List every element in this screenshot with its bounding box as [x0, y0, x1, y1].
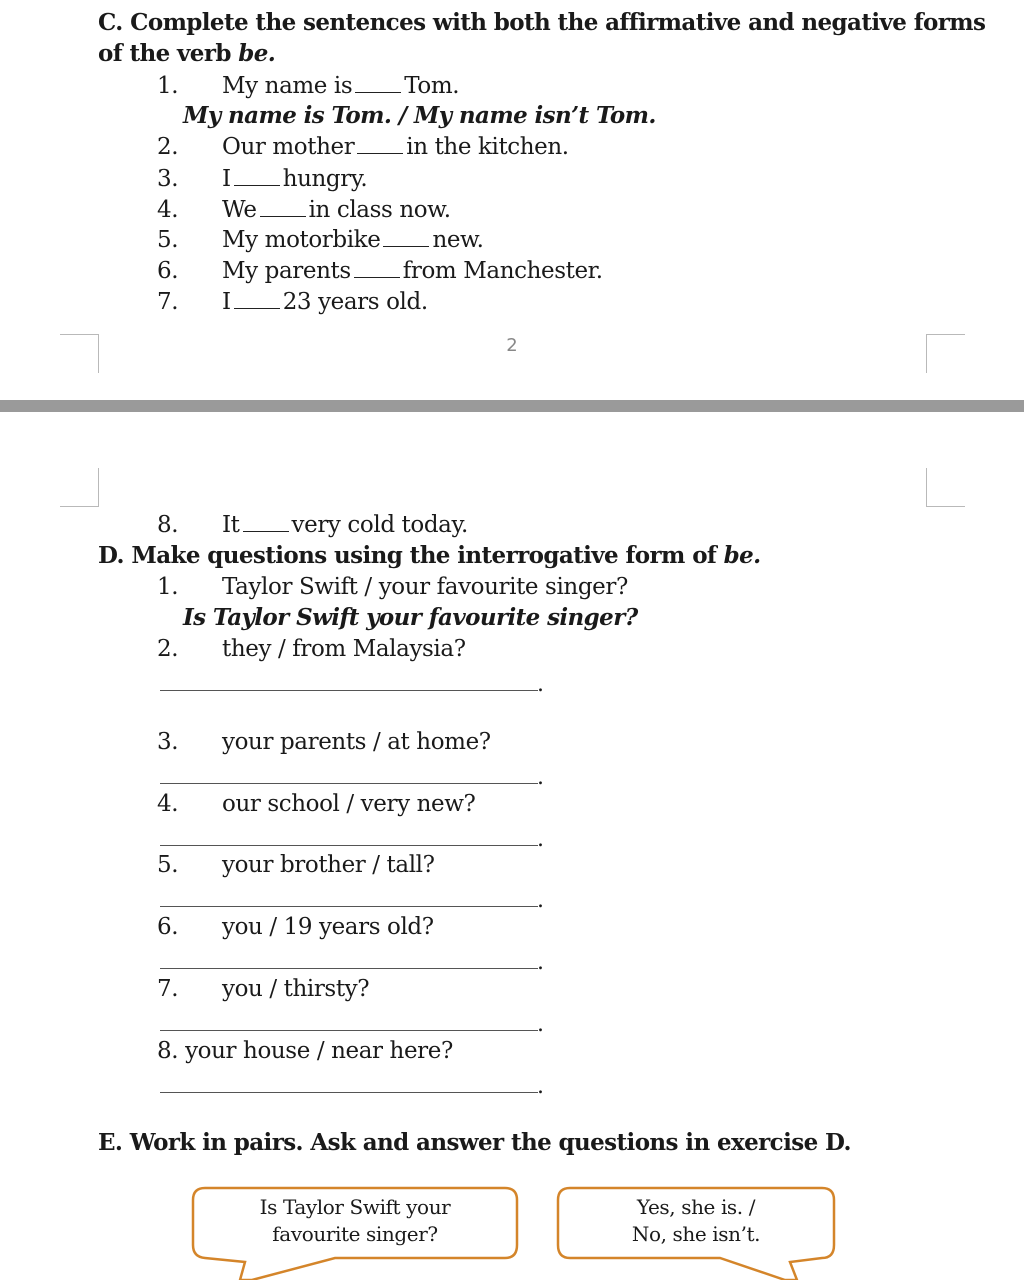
- sentence-before: We: [222, 197, 257, 223]
- item-number: 3.: [157, 166, 179, 192]
- question-prompt: they / from Malaysia?: [222, 636, 466, 662]
- item-number: 1.: [157, 574, 179, 600]
- item-number: 6.: [157, 258, 179, 284]
- item-number: 8.: [157, 1038, 179, 1064]
- verb-be: be.: [238, 40, 276, 67]
- bubble-right-line2: No, she isn’t.: [631, 1222, 761, 1246]
- item-number: 3.: [157, 729, 179, 755]
- question-prompt: you / thirsty?: [222, 976, 370, 1002]
- question-prompt: you / 19 years old?: [222, 914, 434, 940]
- sentence-before: It: [222, 512, 240, 538]
- item-number: 7.: [157, 289, 179, 315]
- sentence-before: I: [222, 166, 231, 192]
- sentence-after: new.: [432, 227, 484, 253]
- question-prompt: your brother / tall?: [222, 852, 435, 878]
- item-number: 6.: [157, 914, 179, 940]
- answer-line-end: .: [537, 765, 544, 790]
- sentence-after: from Manchester.: [402, 258, 603, 284]
- sentence-after: 23 years old.: [282, 289, 428, 315]
- sentence-after: in the kitchen.: [406, 134, 569, 160]
- sentence-before: I: [222, 289, 231, 315]
- bubble-left-line2: favourite singer?: [272, 1222, 438, 1246]
- section-c-heading-line1: C. Complete the sentences with both the affirmative and negative forms: [98, 9, 986, 36]
- question-prompt: your parents / at home?: [222, 729, 491, 755]
- item-number: 1.: [157, 73, 179, 99]
- question-prompt: your house / near here?: [185, 1038, 453, 1064]
- answer-line-end: .: [537, 672, 544, 697]
- sentence-after: in class now.: [308, 197, 451, 223]
- sentence-before: My motorbike: [222, 227, 381, 253]
- section-e-heading: E. Work in pairs. Ask and answer the questions in exercise D.: [98, 1129, 851, 1156]
- bubble-right-line1: Yes, she is. /: [636, 1195, 756, 1219]
- sentence-before: My name is: [222, 73, 353, 99]
- sentence-after: hungry.: [282, 166, 368, 192]
- sentence-after: Tom.: [404, 73, 460, 99]
- item-number: 2.: [157, 636, 179, 662]
- item-number: 4.: [157, 197, 179, 223]
- answer-line-end: .: [537, 827, 544, 852]
- answer-line-end: .: [537, 1012, 544, 1037]
- sentence-after: very cold today.: [291, 512, 468, 538]
- answer-line-end: .: [537, 888, 544, 913]
- heading-text: of the verb: [98, 40, 239, 67]
- item-number: 5.: [157, 227, 179, 253]
- question-prompt: Taylor Swift / your favourite singer?: [222, 574, 628, 600]
- verb-be: be.: [723, 542, 761, 569]
- item-number: 8.: [157, 512, 179, 538]
- answer-line-end: .: [537, 950, 544, 975]
- sentence-before: My parents: [222, 258, 351, 284]
- item-number: 2.: [157, 134, 179, 160]
- item-number: 7.: [157, 976, 179, 1002]
- answer-line-end: .: [537, 1074, 544, 1099]
- heading-text: D. Make questions using the interrogative form of: [98, 542, 724, 569]
- example-answer: My name is Tom. / My name isn’t Tom.: [183, 102, 656, 129]
- example-answer: Is Taylor Swift your favourite singer?: [183, 604, 638, 631]
- item-number: 4.: [157, 791, 179, 817]
- page-number: 2: [506, 335, 518, 356]
- item-number: 5.: [157, 852, 179, 878]
- bubble-left-line1: Is Taylor Swift your: [259, 1195, 451, 1219]
- question-prompt: our school / very new?: [222, 791, 476, 817]
- sentence-before: Our mother: [222, 134, 355, 160]
- bubble-left-text: [193, 1194, 517, 1248]
- bubble-right-text: [558, 1194, 834, 1248]
